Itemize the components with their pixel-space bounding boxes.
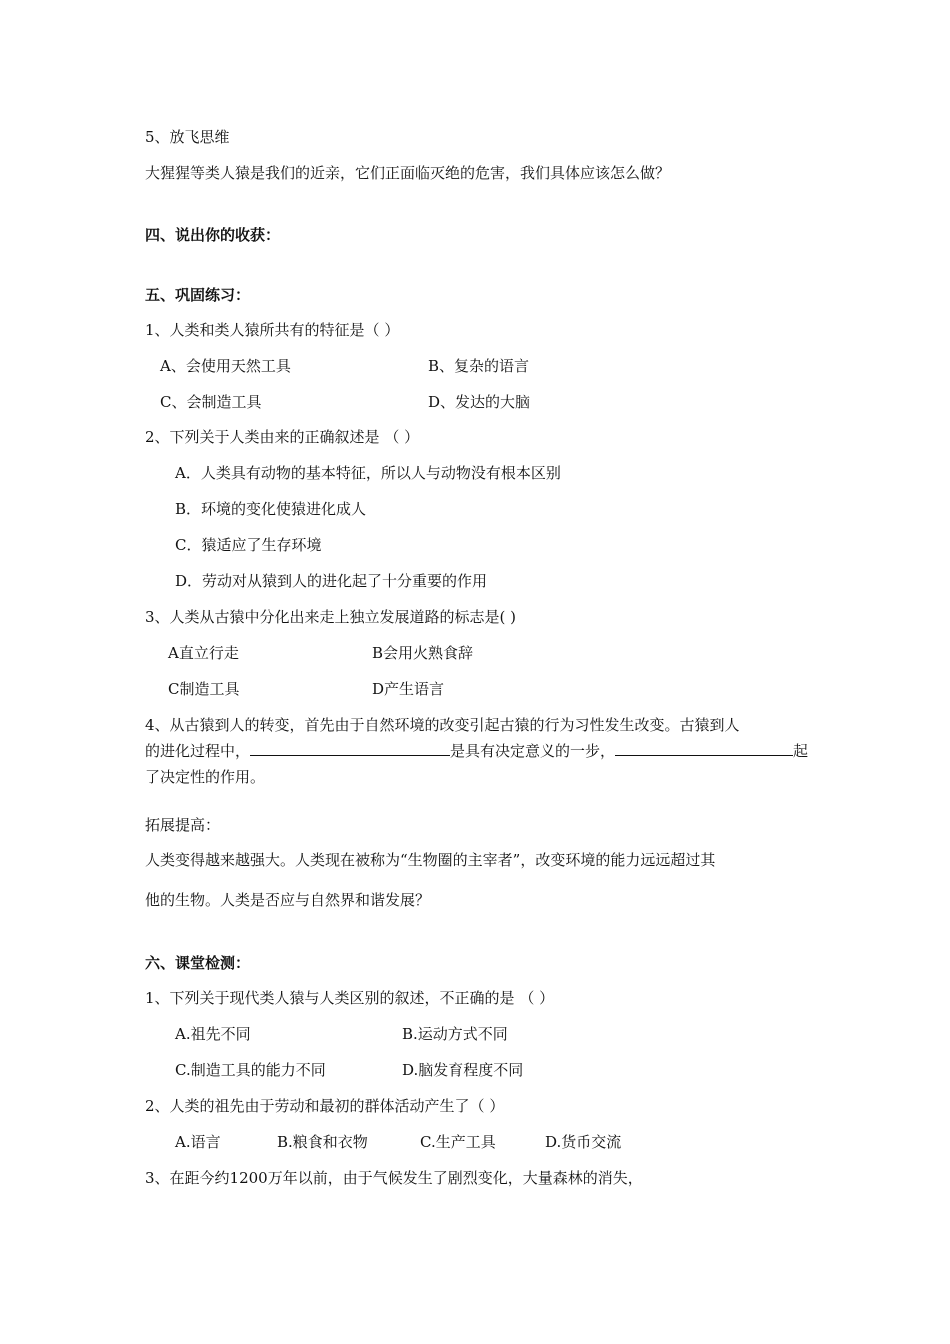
check-q1-option-c: C.制造工具的能力不同 [175, 1061, 326, 1079]
exercise-q4-line2 [145, 741, 808, 761]
exercise-q4-line1: 4、从古猿到人的转变，首先由于自然环境的改变引起古猿的行为习性发生改变。古猿到人 [145, 716, 740, 734]
check-q2-option-b: B.粮食和衣物 [277, 1133, 368, 1151]
exercise-q2-option-a: A．人类具有动物的基本特征，所以人与动物没有根本区别 [175, 464, 561, 482]
check-q2-option-c: C.生产工具 [420, 1133, 496, 1151]
extension-line2: 他的生物。人类是否应与自然界和谐发展？ [145, 891, 431, 909]
exercise-q3-option-d: D产生语言 [372, 680, 445, 698]
exercise-q1-stem: 1、人类和类人猿所共有的特征是（ ） [145, 321, 400, 339]
section-six-heading: 六、课堂检测： [145, 954, 251, 972]
check-q1-stem: 1、下列关于现代类人猿与人类区别的叙述，不正确的是 （ ） [145, 989, 555, 1007]
exercise-q2-stem: 2、下列关于人类由来的正确叙述是 （ ） [145, 428, 420, 446]
check-q1-option-b: B.运动方式不同 [402, 1025, 508, 1043]
check-q2-option-a: A.语言 [175, 1133, 221, 1151]
exercise-q3-option-a: A直立行走 [168, 644, 239, 662]
exercise-q2-option-c: C．猿适应了生存环境 [175, 536, 322, 554]
exercise-q4-line2-part-a: 的进化过程中， [145, 742, 251, 760]
check-q1-option-d: D.脑发育程度不同 [402, 1061, 524, 1079]
exercise-q3-stem: 3、人类从古猿中分化出来走上独立发展道路的标志是( ) [145, 608, 517, 626]
check-q3-stem: 3、在距今约1200万年以前，由于气候发生了剧烈变化，大量森林的消失， [145, 1169, 643, 1187]
fill-blank-1[interactable] [250, 741, 450, 756]
section-four-heading: 四、说出你的收获： [145, 226, 281, 244]
section5-title: 5、放飞思维 [145, 128, 230, 146]
exercise-q2-option-d: D．劳动对从猿到人的进化起了十分重要的作用 [175, 572, 488, 590]
exercise-q3-option-b: B会用火熟食辞 [372, 644, 474, 662]
exercise-q4-line2-part-c: 起 [793, 742, 809, 760]
fill-blank-2[interactable] [615, 741, 793, 756]
extension-heading: 拓展提高： [145, 816, 221, 834]
check-q1-option-a: A.祖先不同 [175, 1025, 251, 1043]
exercise-q3-option-c: C制造工具 [168, 680, 240, 698]
extension-line1: 人类变得越来越强大。人类现在被称为“生物圈的主宰者”，改变环境的能力远远超过其 [145, 851, 716, 869]
check-q2-stem: 2、人类的祖先由于劳动和最初的群体活动产生了（ ） [145, 1097, 505, 1115]
exercise-q1-option-a: A、会使用天然工具 [160, 357, 291, 375]
check-q2-option-d: D.货币交流 [545, 1133, 622, 1151]
section5-question: 大猩猩等类人猿是我们的近亲，它们正面临灭绝的危害，我们具体应该怎么做？ [145, 164, 671, 182]
exercise-q1-option-d: D、发达的大脑 [428, 393, 531, 411]
exercise-q1-option-b: B、复杂的语言 [428, 357, 530, 375]
exercise-q4-line3: 了决定性的作用。 [145, 768, 266, 786]
exercise-q4-line2-part-b: 是具有决定意义的一步， [450, 742, 616, 760]
exercise-q2-option-b: B．环境的变化使猿进化成人 [175, 500, 367, 518]
exercise-q1-option-c: C、会制造工具 [160, 393, 262, 411]
section-five-heading: 五、巩固练习： [145, 286, 251, 304]
